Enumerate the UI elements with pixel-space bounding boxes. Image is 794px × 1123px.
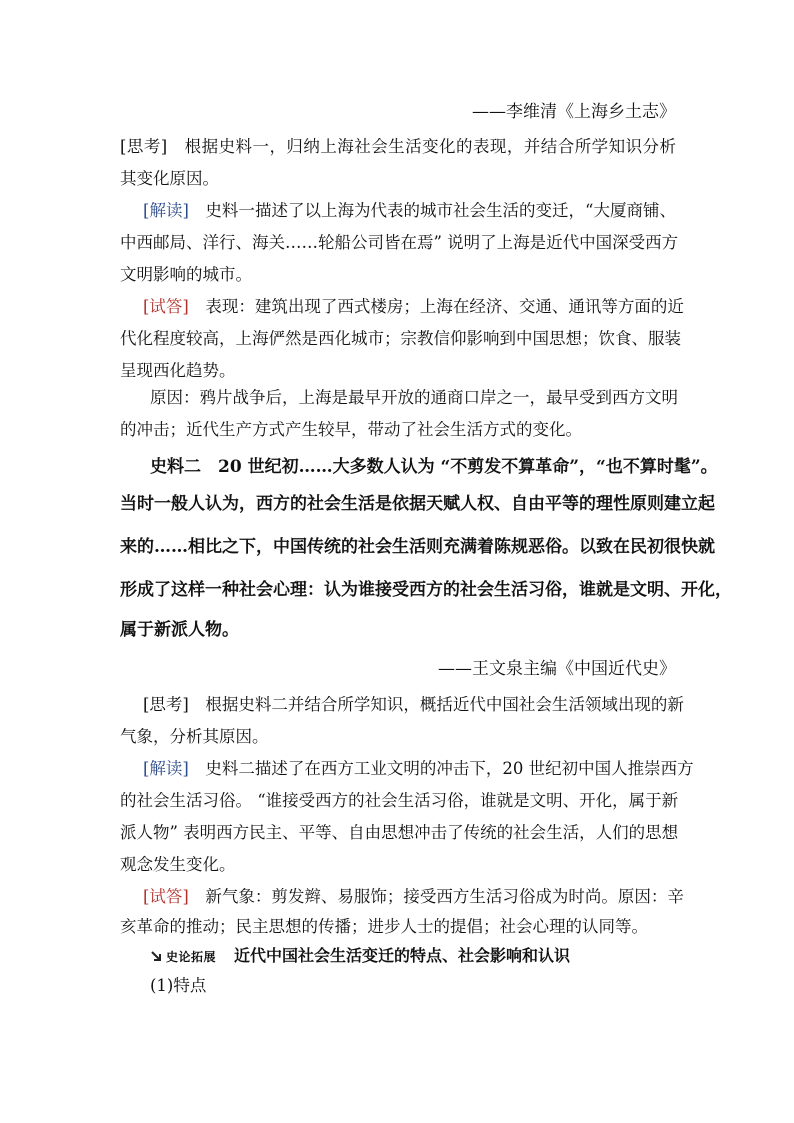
read-paragraph-1-line1: [解读] 史料一描述了以上海为代表的城市社会生活的变迁，“大厦商铺、 <box>143 201 677 220</box>
try-paragraph-1-line2: 代化程度较高，上海俨然是西化城市；宗教信仰影响到中国思想；饮食、服装 <box>120 329 681 348</box>
read-tag: [解读] <box>143 201 189 220</box>
try-paragraph-1-line3: 呈现西化趋势。 <box>120 361 236 380</box>
material2-line5: 属于新派人物。 <box>120 620 239 640</box>
arrow-down-right-icon <box>150 943 164 957</box>
read-paragraph-1-line2: 中西邮局、洋行、海关……轮船公司皆在焉” 说明了上海是近代中国深受西方 <box>120 233 679 252</box>
try-paragraph-1-line1: [试答] 表现：建筑出现了西式楼房；上海在经济、交通、通讯等方面的近 <box>143 297 684 316</box>
read-paragraph-2-line1: [解读] 史料二描述了在西方工业文明的冲击下，20 世纪初中国人推崇西方 <box>143 759 694 778</box>
think-tag: [思考] <box>143 695 189 714</box>
reason-paragraph-1-line1: 原因：鸦片战争后，上海是最早开放的通商口岸之一，最早受到西方文明 <box>150 388 678 407</box>
try-tag: [试答] <box>143 297 189 316</box>
read-tag: [解读] <box>143 759 189 778</box>
reason-paragraph-1-line2: 的冲击；近代生产方式产生较早，带动了社会生活方式的变化。 <box>120 420 582 439</box>
think-paragraph-1-line1: [思考] 根据史料一，归纳上海社会生活变化的表现，并结合所学知识分析 <box>120 137 677 156</box>
try-tag: [试答] <box>143 887 189 906</box>
expansion-header <box>150 941 676 972</box>
try-paragraph-2-line2: 亥革命的推动；民主思想的传播；进步人士的提倡；社会心理的认同等。 <box>120 917 648 936</box>
source-citation-1: ——李维清《上海乡土志》 <box>472 102 676 122</box>
material2-line3: 来的……相比之下，中国传统的社会生活则充满着陈规恶俗。以致在民初很快就 <box>120 537 715 557</box>
try-paragraph-2-line1: [试答] 新气象：剪发辫、易服饰；接受西方生活习俗成为时尚。原因：辛 <box>143 887 684 906</box>
read-paragraph-1-line3: 文明影响的城市。 <box>120 265 252 284</box>
material2-line1: 史料二 20 世纪初……大多数人认为 “不剪发不算革命”，“也不算时髦”。 <box>150 457 718 477</box>
think-tag: [思考] <box>120 137 168 156</box>
material2-line2: 当时一般人认为，西方的社会生活是依据天赋人权、自由平等的理性原则建立起 <box>120 494 715 514</box>
read-paragraph-2-line3: 派人物” 表明西方民主、平等、自由思想冲击了传统的社会生活，人们的思想 <box>120 823 679 842</box>
think-paragraph-1-line2: 其变化原因。 <box>120 169 219 188</box>
think-paragraph-2-line1: [思考] 根据史料二并结合所学知识，概括近代中国社会生活领域出现的新 <box>143 695 684 714</box>
read-paragraph-2-line2: 的社会生活习俗。 “谁接受西方的社会生活习俗，谁就是文明、开化，属于新 <box>120 791 679 810</box>
material2-line4: 形成了这样一种社会心理：认为谁接受西方的社会生活习俗，谁就是文明、开化， <box>120 580 732 600</box>
think-paragraph-2-line2: 气象，分析其原因。 <box>120 727 269 746</box>
expansion-item-1: (1)特点 <box>150 976 207 995</box>
expansion-heading: 近代中国社会生活变迁的特点、社会影响和认识 <box>234 946 571 965</box>
source-citation-2: ——王文泉主编《中国近代史》 <box>438 659 676 679</box>
expansion-label: 史论拓展 <box>166 950 217 964</box>
read-paragraph-2-line4: 观念发生变化。 <box>120 855 236 874</box>
